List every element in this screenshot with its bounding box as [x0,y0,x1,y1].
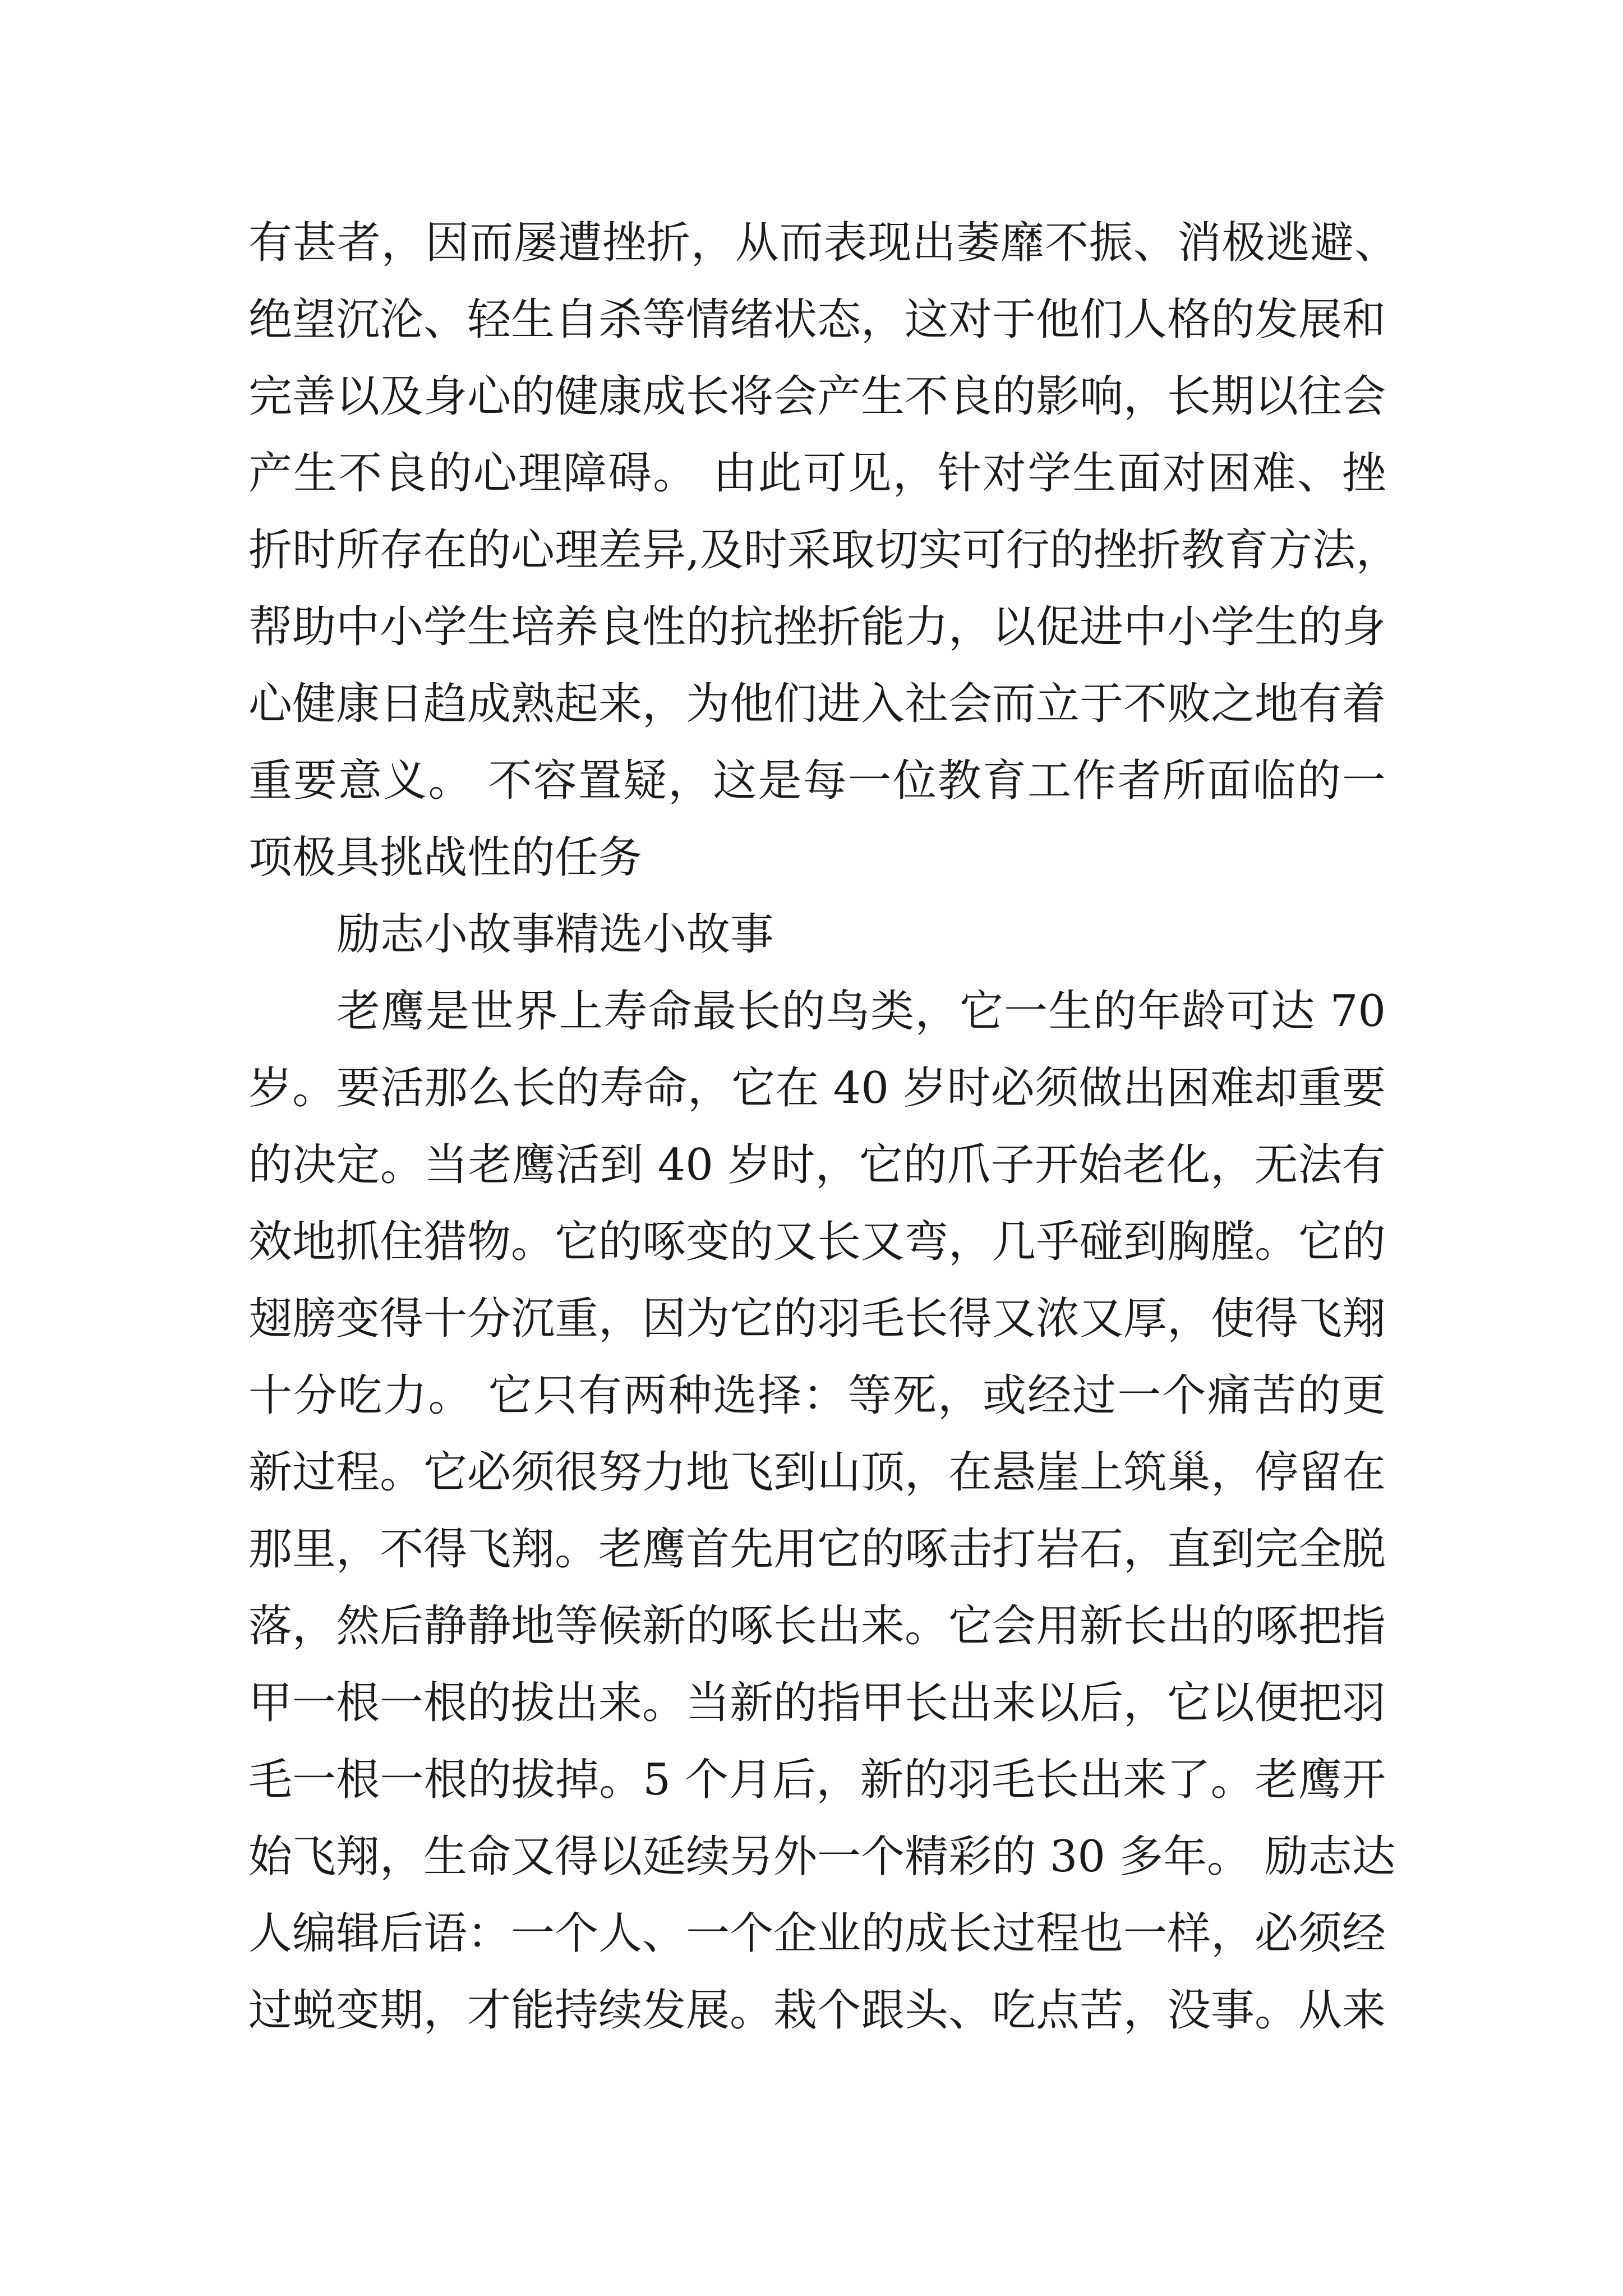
text-line: 绝望沉沦、轻生自杀等情绪状态，这对于他们人格的发展和 [248,295,1386,345]
text-line: 老鹰是世界上寿命最长的鸟类，它一生的年龄可达 70 [336,986,1386,1037]
text-line: 效地抓住猎物。它的啄变的又长又弯，几乎碰到胸膛。它的 [248,1217,1386,1267]
body-text [248,205,1398,2049]
text-line: 那里，不得飞翔。老鹰首先用它的啄击打岩石，直到完全脱 [248,1524,1386,1575]
text-line: 项极具挑战性的任务 [248,832,643,883]
section-heading: 励志小故事精选小故事 [336,909,774,960]
text-line: 折时所存在的心理差异,及时采取切实可行的挫折教育方法， [248,525,1400,576]
text-line: 产生不良的心理障碍。 由此可见，针对学生面对困难、挫 [248,448,1386,499]
text-line: 岁。要活那么长的寿命，它在 40 岁时必须做出困难却重要 [248,1063,1386,1114]
text-line: 始飞翔，生命又得以延续另外一个精彩的 30 多年。 励志达 [248,1832,1396,1882]
text-line: 新过程。它必须很努力地飞到山顶，在悬崖上筑巢，停留在 [248,1447,1386,1498]
text-line: 十分吃力。 它只有两种选择：等死，或经过一个痛苦的更 [248,1370,1386,1421]
text-line: 有甚者，因而屡遭挫折，从而表现出萎靡不振、消极逃避、 [248,218,1398,268]
text-line: 落，然后静静地等候新的啄长出来。它会用新长出的啄把指 [248,1601,1386,1651]
text-line: 重要意义。 不容置疑，这是每一位教育工作者所面临的一 [248,756,1386,806]
text-line: 心健康日趋成熟起来，为他们进入社会而立于不败之地有着 [248,679,1386,729]
text-line: 毛一根一根的拔掉。5 个月后，新的羽毛长出来了。老鹰开 [248,1755,1386,1805]
text-line: 人编辑后语：一个人、一个企业的成长过程也一样，必须经 [248,1908,1386,1959]
text-line: 甲一根一根的拔出来。当新的指甲长出来以后，它以便把羽 [248,1678,1386,1728]
text-line: 完善以及身心的健康成长将会产生不良的影响，长期以往会 [248,371,1386,422]
text-line: 过蜕变期，才能持续发展。栽个跟头、吃点苦，没事。从来 [248,1985,1386,2036]
text-line: 的决定。当老鹰活到 40 岁时，它的爪子开始老化，无法有 [248,1140,1386,1190]
text-line: 翅膀变得十分沉重，因为它的羽毛长得又浓又厚，使得飞翔 [248,1294,1386,1344]
text-line: 帮助中小学生培养良性的抗挫折能力，以促进中小学生的身 [248,602,1386,652]
